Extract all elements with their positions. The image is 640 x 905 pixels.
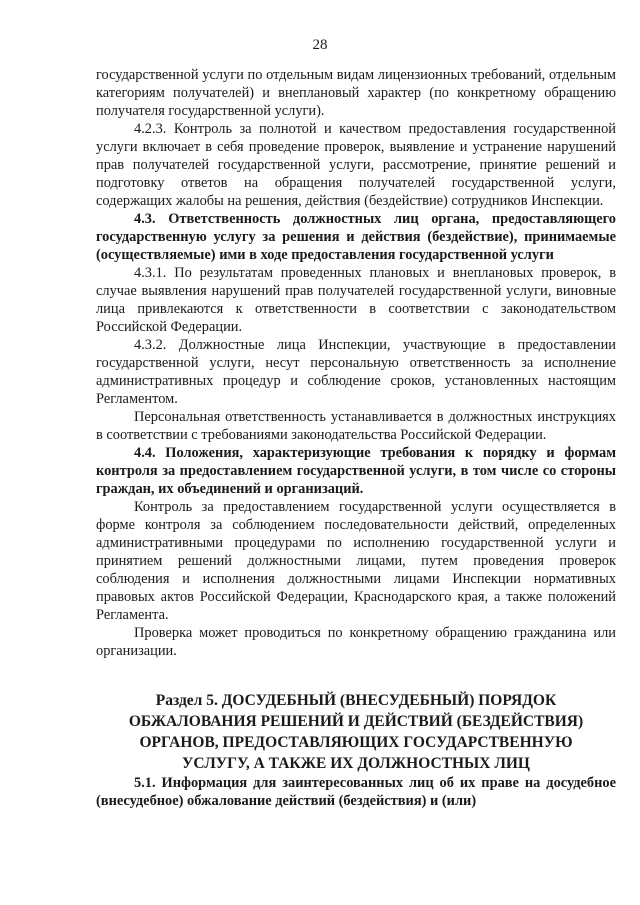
section-5-title-line: УСЛУГУ, А ТАКЖЕ ИХ ДОЛЖНОСТНЫХ ЛИЦ [182, 755, 530, 772]
paragraph-4-2-3: 4.2.3. Контроль за полнотой и качеством предоставления государственной услуги включает в себя проведение проверок, выявление и устранение нарушений прав получателей государственной услуги, рассмотрение, принятие решений и подготовку ответов на обращения получателей государственной услуги, содержащих жалобы на решения, действия (бездействие) сотрудников Инспекции. [96, 121, 616, 209]
heading-4-3: 4.3. Ответственность должностных лиц органа, предоставляющего государственную услугу за решения и действия (бездействие), принимаемые (осуществляемые) ими в ходе предоставления государственной услуги [96, 211, 616, 263]
heading-4-4: 4.4. Положения, характеризующие требования к порядку и формам контроля за предоставлением государственной услуги, в том числе со стороны граждан, их объединений и организаций. [96, 445, 616, 497]
section-5-title [96, 690, 616, 774]
page-number: 28 [312, 37, 328, 53]
paragraph-continuation: государственной услуги по отдельным видам лицензионных требований, отдельным категориям получателей) и внеплановый характер (по конкретному обращению получателя государственной услуги). [96, 67, 616, 119]
paragraph-personal-responsibility: Персональная ответственность устанавливается в должностных инструкциях в соответствии с требованиями законодательства Российской Федерации. [96, 409, 616, 443]
section-5-title-line: ОРГАНОВ, ПРЕДОСТАВЛЯЮЩИХ ГОСУДАРСТВЕННУЮ [139, 734, 573, 751]
document-body [96, 66, 616, 810]
section-5-title-line: ОБЖАЛОВАНИЯ РЕШЕНИЙ И ДЕЙСТВИЙ (БЕЗДЕЙСТВИЯ) [128, 713, 584, 730]
paragraph-4-3-1: 4.3.1. По результатам проведенных плановых и внеплановых проверок, в случае выявления нарушений прав получателей государственной услуги, виновные лица привлекаются к ответственности в соответствии с законодательством Российской Федерации. [96, 265, 616, 335]
heading-5-1: 5.1. Информация для заинтересованных лиц об их праве на досудебное (внесудебное) обжалование действий (бездействия) и (или) [96, 775, 616, 809]
paragraph-4-3-2: 4.3.2. Должностные лица Инспекции, участвующие в предоставлении государственной услуги, несут персональную ответственность за исполнение административных процедур и соблюдение сроков, установленных настоящим Регламентом. [96, 337, 616, 407]
paragraph-inspection: Проверка может проводиться по конкретному обращению гражданина или организации. [96, 625, 616, 659]
paragraph-control: Контроль за предоставлением государственной услуги осуществляется в форме контроля за соблюдением последовательности действий, определенных административными процедурами по исполнению государственной услуги и принятием решений должностными лицами, путем проведения проверок соблюдения и исполнения должностными лицами Инспекции нормативных правовых актов Российской Федерации, Краснодарского края, а также положений Регламента. [96, 499, 616, 623]
section-5-title-line: Раздел 5. ДОСУДЕБНЫЙ (ВНЕСУДЕБНЫЙ) ПОРЯДОК [155, 692, 557, 709]
